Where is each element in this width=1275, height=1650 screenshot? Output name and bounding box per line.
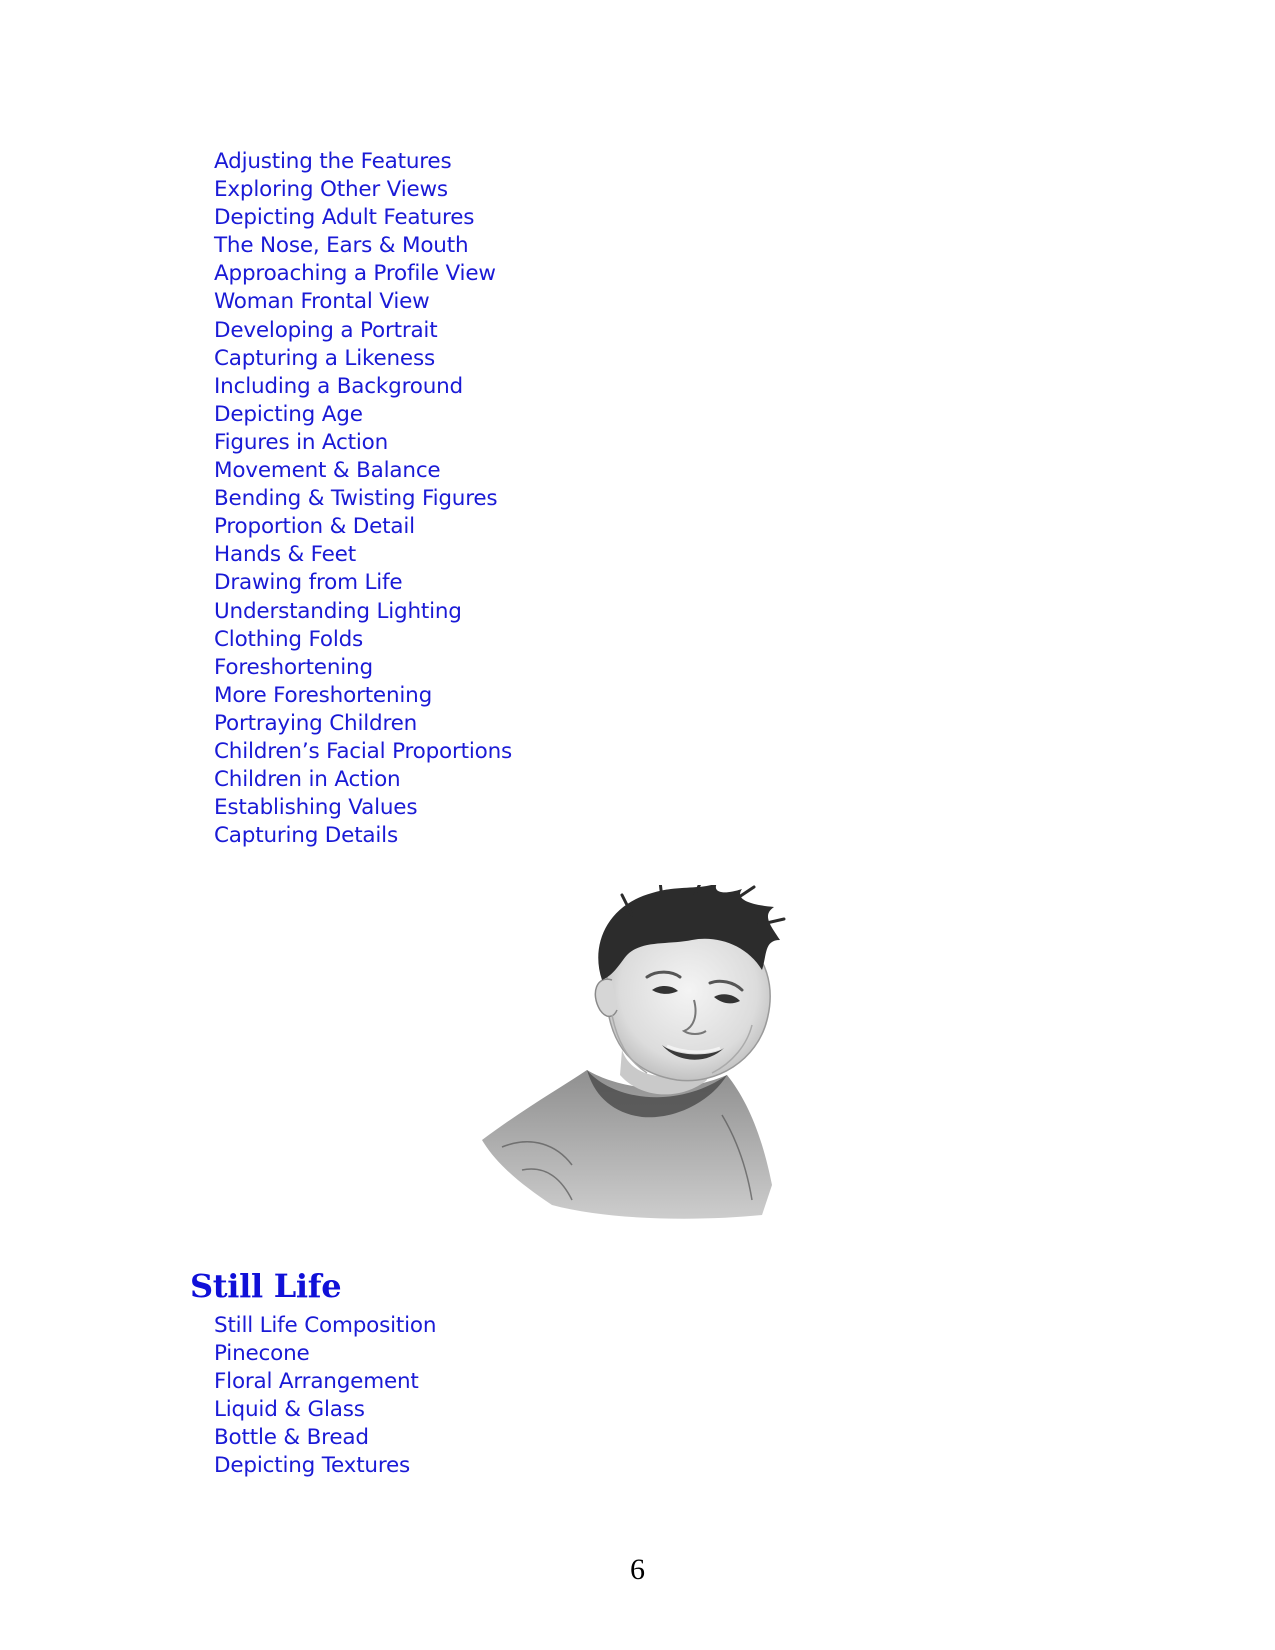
toc-link[interactable]: The Nose, Ears & Mouth — [214, 233, 469, 259]
boy-portrait-sketch-icon — [462, 885, 822, 1225]
toc-link[interactable]: Clothing Folds — [214, 626, 364, 652]
toc-link[interactable]: Still Life Composition — [214, 1313, 437, 1338]
toc-link[interactable]: Exploring Other Views — [214, 177, 448, 203]
toc-link[interactable]: Floral Arrangement — [214, 1369, 419, 1395]
toc-link[interactable]: More Foreshortening — [214, 682, 433, 708]
toc-link[interactable]: Movement & Balance — [214, 458, 441, 484]
toc-link[interactable]: Children in Action — [214, 767, 401, 793]
toc-link[interactable]: Including a Background — [214, 373, 463, 399]
toc-link[interactable]: Drawing from Life — [214, 570, 403, 596]
toc-link[interactable]: Liquid & Glass — [214, 1397, 365, 1423]
toc-link[interactable]: Pinecone — [214, 1341, 310, 1367]
toc-link[interactable]: Understanding Lighting — [214, 598, 462, 624]
toc-link[interactable]: Depicting Textures — [214, 1453, 411, 1479]
section-heading-still-life: Still Life — [190, 1267, 342, 1305]
toc-link[interactable]: Figures in Action — [214, 429, 389, 455]
toc-link[interactable]: Developing a Portrait — [214, 317, 438, 343]
toc-link[interactable]: Capturing Details — [214, 823, 398, 849]
toc-link[interactable]: Depicting Age — [214, 401, 363, 427]
toc-link[interactable]: Proportion & Detail — [214, 514, 415, 540]
toc-link[interactable]: Woman Frontal View — [214, 289, 430, 315]
toc-link[interactable]: Approaching a Profile View — [214, 261, 496, 287]
toc-list-still-life — [214, 1312, 436, 1481]
toc-link[interactable]: Children’s Facial Proportions — [214, 738, 513, 764]
page-number: 6 — [630, 1553, 645, 1586]
toc-link[interactable]: Bending & Twisting Figures — [214, 486, 498, 512]
toc-link[interactable]: Hands & Feet — [214, 542, 356, 568]
toc-link[interactable]: Establishing Values — [214, 795, 418, 821]
toc-link[interactable]: Foreshortening — [214, 654, 373, 680]
toc-link[interactable]: Depicting Adult Features — [214, 205, 475, 231]
toc-link[interactable]: Portraying Children — [214, 710, 418, 736]
toc-link[interactable]: Capturing a Likeness — [214, 345, 435, 371]
toc-link[interactable]: Bottle & Bread — [214, 1425, 369, 1451]
toc-list-figures — [214, 148, 512, 850]
toc-link[interactable]: Adjusting the Features — [214, 149, 452, 174]
